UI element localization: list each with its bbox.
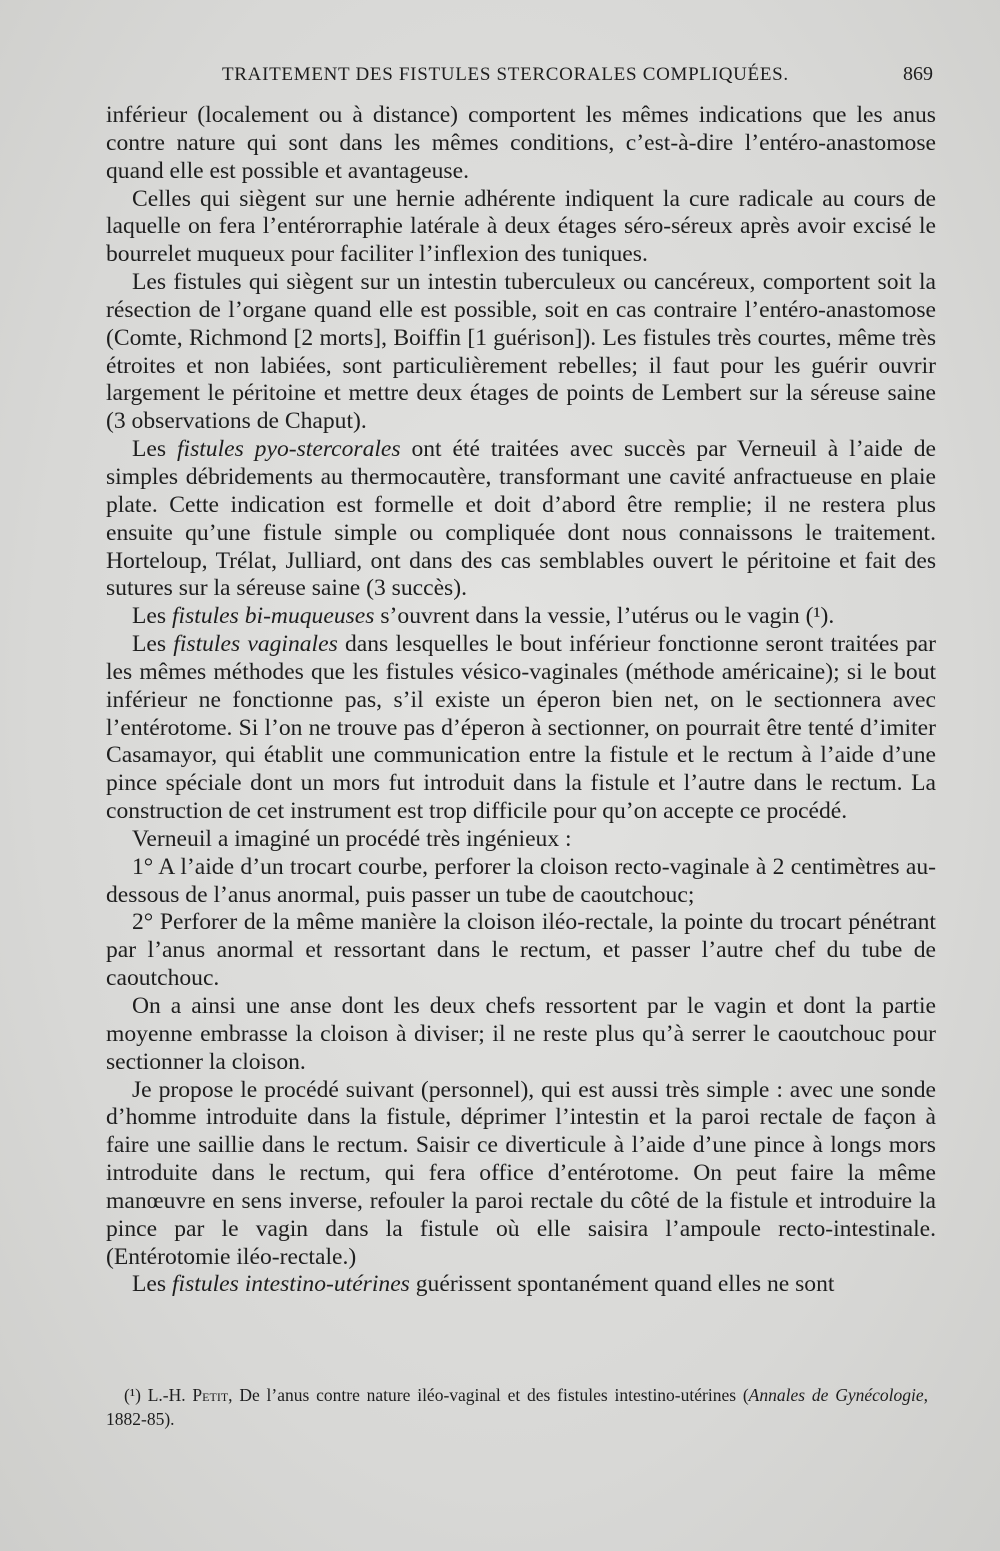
lead-word: Les: [132, 631, 174, 658]
paragraph-continuation: inférieur (localement ou à distance) comportent les mêmes indications que les anus contre nature qui sont dans les mêmes conditions, c’est-à-dire l’entéro-anastomose quand elle est possible et avantageuse.: [106, 102, 936, 184]
paragraph-procede-personnel: Je propose le procédé suivant (personnel), qui est aussi très simple : avec une sonde d’homme introduite dans la fistule, déprimer l’intestin et la paroi rectale de façon à faire une saillie dans le rectum. Saisir ce diverticule à l’aide d’une pince à longs mors introduite dans le rectum, qui fera office d’entérotome. On peut faire la même manœuvre en sens inverse, refouler la paroi rectale du côté de la fistule et introduire la pince par le vagin dans la fistule où elle saisira l’ampoule recto-intestinale. (Entérotomie iléo-rectale.): [106, 1076, 936, 1270]
lead-word: Les: [132, 603, 172, 630]
paragraph-hernie-adherente: Celles qui siègent sur une hernie adhérente indiquent la cure radicale au cours de laquelle on fera l’entérorraphie latérale à deux étages séro-séreux après avoir excisé le bourrelet muqueux pour faciliter l’inflexion des tuniques.: [106, 185, 936, 268]
paragraph-text: dans lesquelles le bout inférieur fonctionne seront traitées par les mêmes méthodes que les fistules vésico-vaginales (méthode américaine); si le bout inférieur ne fonctionne pas, s’il existe un éperon bien net, on le sectionnera avec l’entérotome. Si l’on ne trouve pas d’éperon à sectionner, on pourrait être tenté d’imiter Casamayor, qui établit une communication entre la fistule et le rectum à l’aide d’une pince spéciale dont un mors fut introduit dans la fistule et l’autre dans le rectum. La construction de cet instrument est trop difficile pour qu’on accepte ce procédé.: [106, 631, 936, 825]
running-head: TRAITEMENT DES FISTULES STERCORALES COMPLIQUÉES.: [222, 64, 789, 85]
footnote-journal: Annales de Gynécologie: [748, 1385, 924, 1405]
italic-term: fistules bi-muqueuses: [171, 603, 375, 630]
paragraph-step-1: 1° A l’aide d’un trocart courbe, perforer la cloison recto-vaginale à 2 centimètres au-dessous de l’anus anormal, puis passer un tube de caoutchouc;: [106, 853, 936, 908]
body-text: [106, 102, 936, 1299]
paragraph-anse: On a ainsi une anse dont les deux chefs ressortent par le vagin et dont la partie moyenne embrasse la cloison à diviser; il ne reste plus qu’à serrer le caoutchouc pour sectionner la cloison.: [106, 993, 936, 1075]
paragraph-fistules-bi-muqueuses: [106, 603, 936, 631]
footnote-title: , De l’anus contre nature iléo-vaginal et des fistules intestino-utérines (: [228, 1385, 749, 1405]
italic-term: fistules intestino-utérines: [171, 1271, 410, 1298]
paragraph-step-2: 2° Perforer de la même manière la cloison iléo-rectale, la pointe du trocart pénétrant par l’anus anormal et ressortant dans le rectum, et passer l’autre chef du tube de caoutchouc.: [106, 909, 936, 992]
paragraph-fistules-vaginales: [106, 631, 936, 826]
lead-word: Les: [132, 436, 177, 463]
footnote: [106, 1383, 928, 1431]
paragraph-fistules-intestino-uterines: [106, 1271, 936, 1299]
paragraph-text: s’ouvrent dans la vessie, l’utérus ou le vagin (¹).: [374, 603, 835, 630]
paragraph-text: guérissent spontanément quand elles ne sont: [409, 1271, 835, 1298]
footnote-author: L.-H. Petit: [147, 1385, 229, 1405]
lead-word: Les: [132, 1271, 172, 1298]
italic-term: fistules vaginales: [173, 631, 338, 658]
page-number: 869: [903, 63, 933, 85]
footnote-year: , 1882-85).: [106, 1385, 928, 1429]
paragraph-verneuil-procede: Verneuil a imaginé un procédé très ingénieux :: [132, 825, 572, 852]
paragraph-intestin-tuberculeux: Les fistules qui siègent sur un intestin tuberculeux ou cancéreux, comportent soit la résection de l’organe quand elle est possible, soit en cas contraire l’entéro-anastomose (Comte, Richmond [2 morts], Boiffin [1 guérison]). Les fistules très courtes, même très étroites et non labiées, sont particulièrement rebelles; il faut pour les guérir ouvrir largement le péritoine et mettre deux étages de points de Lembert sur la séreuse saine (3 observations de Chaput).: [106, 269, 936, 435]
footnote-text: [106, 1383, 928, 1431]
footnote-marker: (¹): [124, 1385, 148, 1405]
italic-term: fistules pyo-stercorales: [176, 436, 401, 463]
paragraph-text: ont été traitées avec succès par Verneuil à l’aide de simples débridements au thermocautère, transformant une cavité anfractueuse en plaie plate. Cette indication est formelle et doit d’abord être remplie; il ne restera plus ensuite qu’une fistule simple ou compliquée dont nous connaissons le traitement. Horteloup, Trélat, Julliard, ont dans des cas semblables ouvert le péritoine et fait des sutures sur la séreuse saine (3 succès).: [106, 436, 936, 602]
paragraph-fistules-pyo-stercorales: [106, 436, 936, 603]
